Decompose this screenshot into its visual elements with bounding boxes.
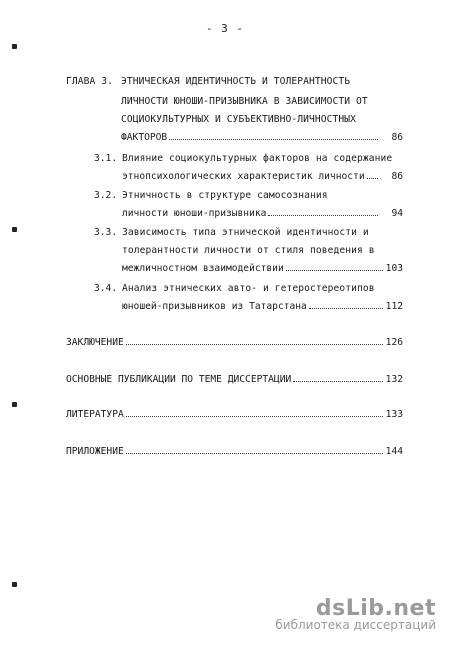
chapter-heading: ГЛАВА 3. bbox=[66, 76, 114, 87]
dot-leader bbox=[286, 269, 383, 271]
toc-entry bbox=[66, 374, 403, 385]
toc-page-number: 133 bbox=[385, 409, 403, 420]
dot-leader bbox=[126, 343, 383, 345]
punch-hole-mark bbox=[12, 44, 17, 49]
section-title-line: Зависимость типа этнической идентичности и bbox=[122, 227, 369, 238]
chapter-title-line: ЛИЧНОСТИ ЮНОШИ-ПРИЗЫВНИКА В ЗАВИСИМОСТИ ОТ bbox=[121, 96, 368, 107]
toc-entry-label: межличностном взаимодействии bbox=[122, 263, 284, 274]
punch-hole-mark bbox=[12, 227, 17, 232]
toc-entry-label: ОСНОВНЫЕ ПУБЛИКАЦИИ ПО ТЕМЕ ДИССЕРТАЦИИ bbox=[66, 374, 292, 385]
toc-page-number: 86 bbox=[391, 171, 403, 182]
toc-entry-label: ЛИТЕРАТУРА bbox=[66, 409, 124, 420]
watermark-logo: dsLib.net bbox=[315, 596, 436, 621]
section-title-line: Этничность в структуре самосознания bbox=[122, 190, 328, 201]
toc-page-number: 86 bbox=[391, 132, 403, 143]
section-title-line: Влияние социокультурных факторов на содержание bbox=[122, 153, 393, 164]
chapter-title-line: ЭТНИЧЕСКАЯ ИДЕНТИЧНОСТЬ И ТОЛЕРАНТНОСТЬ bbox=[121, 76, 351, 87]
toc-entry bbox=[122, 171, 403, 182]
dot-leader bbox=[268, 214, 378, 216]
toc-entry bbox=[66, 337, 403, 348]
toc-entry-label: ПРИЛОЖЕНИЕ bbox=[66, 446, 124, 457]
dot-leader bbox=[126, 452, 383, 454]
section-title-line: Анализ этнических авто- и гетеростереотипов bbox=[122, 283, 375, 294]
watermark bbox=[275, 596, 436, 632]
dot-leader bbox=[169, 138, 378, 140]
toc-entry-label: личности юноши-призывника bbox=[122, 208, 267, 219]
toc-entry bbox=[121, 132, 403, 143]
dot-leader bbox=[367, 177, 379, 179]
dot-leader bbox=[293, 380, 382, 382]
toc-entry-label: этнопсихологических характеристик личности bbox=[122, 171, 365, 182]
chapter-title-line: СОЦИОКУЛЬТУРНЫХ И СУБЪЕКТИВНО-ЛИЧНОСТНЫХ bbox=[121, 114, 357, 125]
section-number: 3.2. bbox=[94, 190, 118, 201]
page-number: - 3 - bbox=[205, 22, 245, 35]
toc-page-number: 94 bbox=[391, 208, 403, 219]
toc-page-number: 126 bbox=[385, 337, 403, 348]
toc-page-number: 103 bbox=[385, 263, 403, 274]
toc-entry-label: ЗАКЛЮЧЕНИЕ bbox=[66, 337, 124, 348]
section-title-line: толерантности личности от стиля поведения в bbox=[122, 245, 375, 256]
section-number: 3.4. bbox=[94, 283, 118, 294]
toc-entry bbox=[122, 208, 403, 219]
dot-leader bbox=[309, 307, 383, 309]
section-number: 3.1. bbox=[94, 153, 118, 164]
section-number: 3.3. bbox=[94, 227, 118, 238]
watermark-subtitle: библиотека диссертаций bbox=[275, 618, 436, 632]
toc-entry-label: ФАКТОРОВ bbox=[121, 132, 168, 143]
dot-leader bbox=[126, 415, 383, 417]
toc-entry bbox=[122, 263, 403, 274]
toc-entry bbox=[122, 301, 403, 312]
toc-page-number: 144 bbox=[385, 446, 403, 457]
toc-entry bbox=[66, 446, 403, 457]
toc-entry bbox=[66, 409, 403, 420]
toc-entry-label: юношей-призывников из Татарстана bbox=[122, 301, 307, 312]
toc-page-number: 132 bbox=[385, 374, 403, 385]
punch-hole-mark bbox=[12, 582, 17, 587]
punch-hole-mark bbox=[12, 402, 17, 407]
toc-page-number: 112 bbox=[385, 301, 403, 312]
